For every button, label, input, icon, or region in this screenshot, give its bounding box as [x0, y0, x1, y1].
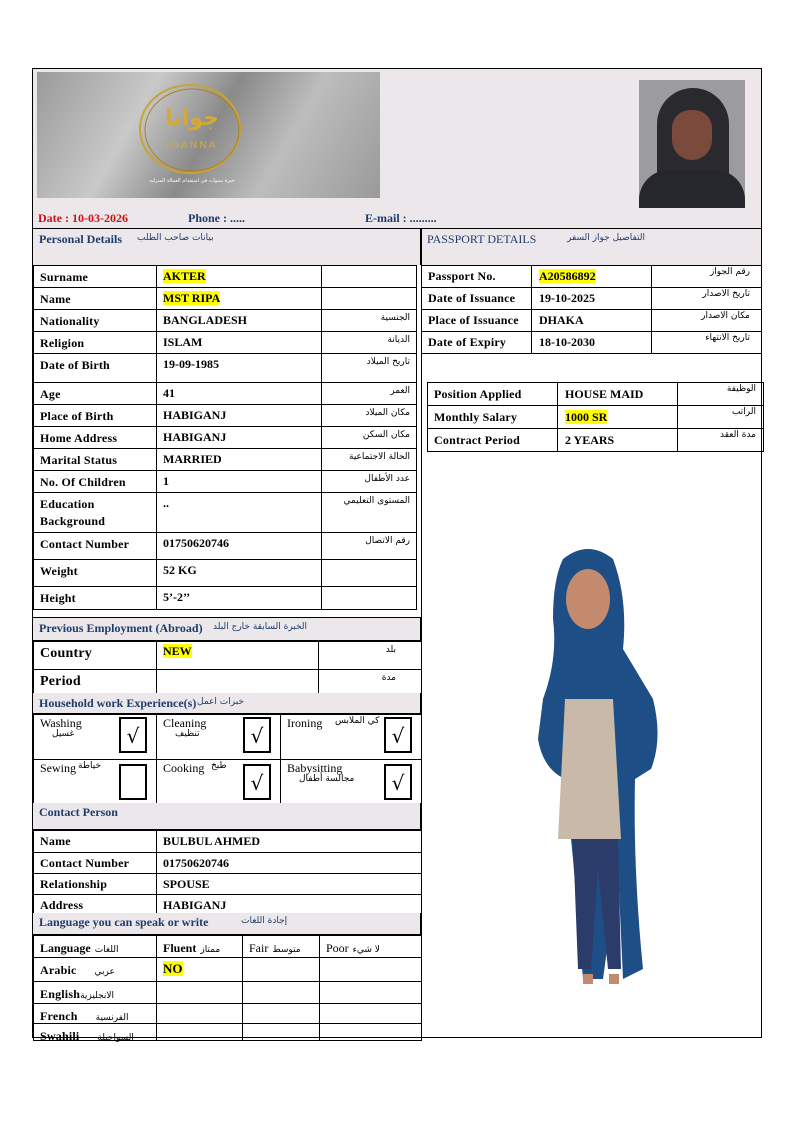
field-value-text: MARRIED — [163, 452, 222, 466]
languages-header — [33, 913, 421, 935]
table-row — [33, 669, 421, 693]
column-header-label-ar: متوسط — [272, 945, 301, 955]
personal-details-title: Personal Details — [39, 232, 122, 246]
field-label-ar: تاريخ الانتهاء — [705, 333, 750, 343]
field-label: Name — [40, 292, 71, 306]
language-poor-cell — [321, 1025, 419, 1042]
table-row — [33, 287, 416, 309]
skill-label-ar: خياطة — [78, 761, 102, 771]
language-label-ar: السواحيلة — [97, 1033, 134, 1042]
table-row — [33, 309, 416, 331]
language-fair-cell — [244, 983, 317, 1005]
table-row — [33, 981, 421, 1003]
column-header — [321, 937, 419, 959]
field-value: 01750620746 — [163, 856, 229, 870]
passport-photo — [639, 80, 745, 208]
checkbox-empty[interactable] — [119, 764, 147, 800]
table-row — [33, 426, 416, 448]
checkbox-checked[interactable]: √ — [384, 717, 412, 753]
field-value-text: 2 YEARS — [565, 433, 615, 447]
language-poor-cell — [321, 1005, 419, 1025]
field-value-text: 52 KG — [163, 563, 197, 577]
skill-cell — [280, 714, 422, 760]
column-header — [35, 937, 154, 959]
skill-cell — [280, 759, 422, 805]
field-value-text: 41 — [163, 386, 175, 400]
table-row — [33, 331, 416, 353]
languages-title: Language you can speak or write — [39, 915, 209, 929]
field-label: Monthly Salary — [434, 410, 518, 424]
date-text: Date : 10-03-2026 — [38, 211, 128, 225]
skill-label-ar: كي الملابس — [335, 716, 380, 726]
field-label-ar: مكان السكن — [362, 430, 410, 440]
language-label: French — [40, 1009, 78, 1023]
field-value-text: 5’-2’’ — [163, 590, 191, 604]
table-row — [33, 957, 421, 981]
language-label-ar: عربي — [94, 967, 115, 977]
field-value-text: AKTER — [163, 269, 206, 283]
field-value-text: 18-10-2030 — [539, 335, 595, 349]
field-value: BULBUL AHMED — [163, 834, 261, 848]
checkbox-checked[interactable]: √ — [384, 764, 412, 800]
previous-employment-header — [33, 617, 421, 641]
field-value — [534, 289, 649, 311]
field-label: Contract Period — [434, 433, 520, 447]
field-label: No. Of Children — [40, 475, 126, 489]
field-label: Contact Number — [40, 856, 130, 870]
checkbox-checked[interactable]: √ — [243, 764, 271, 800]
field-label-ar: مكان الميلاد — [365, 408, 410, 418]
skill-label-ar: طبخ — [211, 761, 227, 771]
field-label: Age — [40, 387, 61, 401]
table-row — [33, 894, 421, 913]
table-row — [33, 559, 416, 586]
skill-cell — [33, 759, 157, 805]
column-header-label: Poor — [326, 941, 349, 955]
field-label-ar: تاريخ الاصدار — [702, 289, 750, 299]
table-row — [33, 830, 421, 852]
skill-cell — [156, 714, 281, 760]
language-label: Arabic — [40, 963, 77, 977]
field-value-text: HOUSE MAID — [565, 387, 644, 401]
field-value — [158, 267, 318, 289]
language-fluent-cell — [158, 1005, 240, 1025]
column-header-label: Language — [40, 941, 91, 955]
language-label: English — [40, 987, 81, 1001]
field-value — [158, 561, 318, 588]
passport-details-title-ar: التفاصيل جواز السفر — [567, 233, 645, 243]
table-row — [33, 353, 416, 382]
field-label: Period — [40, 674, 81, 689]
field-label: Marital Status — [40, 453, 118, 467]
language-fluent-cell — [158, 1025, 240, 1042]
skill-label: Sewing — [40, 761, 76, 775]
field-value — [158, 333, 318, 355]
field-label: Date of Issuance — [428, 291, 516, 305]
skill-label-ar: مجالسة أطفال — [299, 774, 355, 784]
field-value-text: DHAKA — [539, 313, 584, 327]
email-text: E-mail : ......... — [365, 211, 437, 225]
field-value: SPOUSE — [163, 877, 210, 891]
language-name — [35, 983, 154, 1005]
field-label-ar: بلد — [385, 645, 396, 655]
language-fluent-value: NO — [163, 961, 183, 976]
table-header-row — [33, 935, 421, 957]
table-row — [427, 382, 763, 405]
table-row — [427, 405, 763, 428]
field-label-ar: الديانة — [387, 335, 410, 345]
language-fair-cell — [244, 1025, 317, 1042]
passport-details-title: PASSPORT DETAILS — [427, 232, 537, 246]
field-value — [534, 311, 649, 333]
field-label-ar: تاريخ الميلاد — [366, 357, 410, 367]
field-label-ar: الحالة الاجتماعية — [349, 452, 410, 462]
field-value — [158, 588, 318, 611]
languages-title-ar: إجادة اللغات — [241, 916, 288, 926]
field-label: Surname — [40, 270, 89, 284]
field-label: Home Address — [40, 431, 118, 445]
company-logo — [37, 72, 380, 198]
contact-person-title: Contact Person — [39, 805, 118, 819]
column-divider — [421, 228, 422, 1038]
contact-person-header — [33, 803, 421, 830]
field-value-text: 19-09-1985 — [163, 357, 219, 371]
field-label: Name — [40, 834, 71, 848]
field-label-ar: عدد الأطفال — [364, 474, 410, 484]
field-label-ar: رقم الجواز — [709, 267, 750, 277]
language-name — [35, 959, 154, 983]
column-header-label-ar: اللغات — [94, 945, 119, 955]
field-value — [158, 642, 316, 670]
language-name — [35, 1025, 154, 1042]
table-row — [33, 873, 421, 894]
checkbox-checked[interactable]: √ — [243, 717, 271, 753]
personal-details-title-ar: بيانات صاحب الطلب — [137, 233, 214, 243]
field-value — [534, 267, 649, 289]
field-label-ar: مدة — [381, 673, 396, 683]
field-value-text: ISLAM — [163, 335, 203, 349]
column-header — [158, 937, 240, 959]
field-label-ar: المستوى التعليمي — [343, 496, 410, 506]
field-value — [158, 494, 318, 534]
field-label-ar: الراتب — [731, 407, 756, 417]
field-value-text: 19-10-2025 — [539, 291, 595, 305]
column-header-label: Fluent — [163, 941, 197, 955]
field-label: Position Applied — [434, 387, 522, 401]
field-label-ar: العمر — [390, 386, 410, 396]
field-value: HABIGANJ — [163, 898, 227, 912]
skill-label: Washing — [40, 716, 82, 730]
field-value — [158, 472, 318, 494]
field-value-text: HABIGANJ — [163, 430, 227, 444]
field-value-text: 1 — [163, 474, 169, 488]
field-value — [158, 450, 318, 472]
table-row — [33, 265, 416, 287]
field-label: Address — [40, 898, 84, 912]
household-title-ar: خبرات اعمل — [197, 697, 244, 707]
table-row — [33, 532, 416, 559]
table-row — [33, 641, 421, 669]
cv-form — [32, 68, 762, 1042]
skill-label-ar: تنظيف — [175, 729, 200, 739]
field-label: Place of Issuance — [428, 313, 519, 327]
field-label: Contact Number — [40, 537, 130, 551]
table-row — [421, 265, 761, 287]
language-poor-cell — [321, 959, 419, 983]
skill-cell — [33, 714, 157, 760]
table-row — [33, 1023, 421, 1040]
field-label-ar: مدة العقد — [720, 430, 756, 440]
field-value — [158, 428, 318, 450]
field-label-ar — [323, 267, 415, 289]
language-poor-cell — [321, 983, 419, 1005]
logo-arabic: جوانا — [165, 106, 219, 131]
table-row — [33, 586, 416, 609]
table-row — [421, 309, 761, 331]
field-label: Nationality — [40, 314, 100, 328]
field-value — [158, 289, 318, 311]
column-header-label-ar: لا شيء — [352, 945, 380, 955]
table-row — [33, 852, 421, 873]
language-label: Swahili — [40, 1029, 80, 1042]
skill-cell — [156, 759, 281, 805]
language-fluent-cell — [158, 983, 240, 1005]
previous-employment-title: Previous Employment (Abroad) — [39, 621, 203, 635]
field-value-text: 1000 SR — [565, 410, 608, 424]
table-row — [33, 448, 416, 470]
skill-label: Babysitting — [287, 761, 343, 775]
field-label: Weight — [40, 564, 78, 578]
field-label-ar: الجنسية — [380, 313, 410, 323]
field-value — [158, 670, 316, 694]
field-label: Date of Expiry — [428, 335, 507, 349]
skill-label: Cleaning — [163, 716, 207, 730]
previous-employment-title-ar: الخبرة السابقة خارج البلد — [213, 622, 308, 632]
field-label: Date of Birth — [40, 358, 110, 372]
column-header-label-ar: ممتاز — [200, 945, 221, 955]
field-label: Relationship — [40, 877, 108, 891]
field-label: Height — [40, 591, 76, 605]
logo-latin: JOANNA — [166, 140, 218, 151]
field-label: Religion — [40, 336, 85, 350]
full-body-photo — [503, 539, 673, 1029]
skill-label-ar: غسيل — [52, 729, 75, 739]
field-label-ar — [323, 289, 415, 311]
column-header — [244, 937, 317, 959]
checkbox-checked[interactable]: √ — [119, 717, 147, 753]
field-label: Education Background — [40, 497, 106, 528]
passport-details-header — [421, 228, 761, 265]
table-row — [33, 382, 416, 404]
field-value — [158, 534, 318, 561]
field-value-text: 01750620746 — [163, 536, 229, 550]
table-row — [421, 331, 761, 353]
field-value — [158, 384, 318, 406]
table-row — [33, 1003, 421, 1023]
field-value-text: HABIGANJ — [163, 408, 227, 422]
field-label-ar: الوظيفة — [726, 384, 756, 394]
field-label: Country — [40, 646, 92, 661]
field-value — [158, 311, 318, 333]
field-value-text: NEW — [163, 644, 192, 658]
field-value — [560, 431, 676, 454]
personal-details-header — [33, 228, 421, 265]
skill-label: Cooking — [163, 761, 205, 775]
field-value — [534, 333, 649, 355]
field-label: Place of Birth — [40, 409, 114, 423]
field-value — [158, 406, 318, 428]
field-label-ar: رقم الاتصال — [365, 536, 410, 546]
language-name — [35, 1005, 154, 1025]
table-row — [33, 404, 416, 426]
field-label-ar: مكان الاصدار — [701, 311, 750, 321]
table-row — [33, 470, 416, 492]
language-fair-cell — [244, 959, 317, 983]
table-row — [427, 428, 763, 451]
table-row — [33, 492, 416, 532]
language-label-ar: الانجليزية — [80, 991, 115, 1001]
field-value-text: BANGLADESH — [163, 313, 248, 327]
household-title: Household work Experience(s) — [39, 696, 197, 710]
field-value — [158, 355, 318, 384]
household-header — [33, 693, 421, 714]
field-label-ar — [323, 561, 415, 588]
table-row — [421, 287, 761, 309]
language-fluent-cell — [158, 959, 240, 983]
full-body-figure-icon — [503, 539, 673, 1029]
language-label-ar: الفرنسية — [95, 1013, 129, 1023]
phone-text: Phone : ..... — [188, 211, 245, 225]
field-value-text: .. — [163, 496, 169, 510]
language-fair-cell — [244, 1005, 317, 1025]
skill-label: Ironing — [287, 716, 323, 730]
field-label-ar — [323, 588, 415, 611]
field-value-text: MST RIPA — [163, 291, 221, 305]
field-value-text: A20586892 — [539, 269, 596, 283]
logo-tagline: خبرة سنوات في استقدام العمالة المنزلية — [149, 178, 235, 184]
field-label: Passport No. — [428, 269, 496, 283]
column-header-label: Fair — [249, 941, 269, 955]
